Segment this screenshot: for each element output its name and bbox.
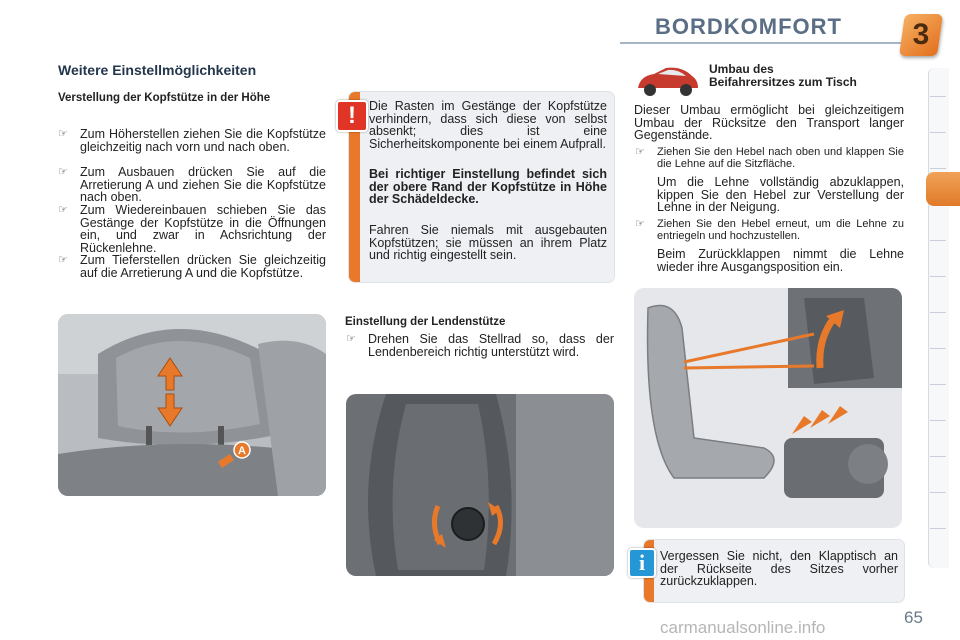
headrest-heading: Verstellung der Kopfstütze in der Höhe: [58, 92, 271, 104]
table-seat-note-1: Um die Lehne vollständig abzuklappen, kippen Sie den Hebel zur Verstellung der Lehne in der Neigung.: [657, 175, 904, 214]
car-icon-drawing: [632, 62, 702, 100]
table-seat-drawing: [634, 288, 902, 528]
tab-divider: [930, 456, 946, 457]
table-seat-illustration: [634, 288, 902, 528]
table-seat-heading-1: Umbau des: [709, 62, 774, 76]
warning-text-1: Die Rasten im Gestänge der Kopfstütze verhindern, dass sich diese von selbst absenkt; dies ist eine Sicherheitskomponente bei einem Aufprall.: [369, 99, 607, 151]
page-number: 65: [904, 608, 923, 627]
info-icon: i: [628, 548, 656, 578]
table-seat-heading-2: Beifahrersitzes zum Tisch: [709, 75, 857, 89]
lumbar-drawing: [346, 394, 614, 576]
headrest-drawing: [58, 314, 326, 496]
tab-divider: [930, 276, 946, 277]
section-title: Weitere Einstellmöglichkeiten: [58, 62, 257, 78]
bullet-icon: ☞: [346, 333, 356, 345]
tab-divider: [930, 132, 946, 133]
table-seat-note-2: Beim Zurückklappen nimmt die Lehne wieder ihre Ausgangsposition ein.: [657, 247, 904, 274]
bullet-icon: ☞: [58, 204, 68, 216]
tab-divider: [930, 348, 946, 349]
info-text: Vergessen Sie nicht, den Klapptisch an der Rückseite des Sitzes vorher zurückzuklappen.: [660, 549, 898, 588]
list-item: ☞ Ziehen Sie den Hebel erneut, um die Lehne zu entriegeln und hochzustellen.: [635, 218, 904, 242]
lumbar-illustration: [346, 394, 614, 576]
list-item: ☞ Zum Höherstellen ziehen Sie die Kopfstütze gleichzeitig nach vorn und nach oben.: [58, 127, 326, 154]
warning-text-2: Bei richtiger Einstellung befindet sich der obere Rand der Kopfstütze in Höhe der Schädeldecke.: [369, 167, 607, 206]
bullet-icon: ☞: [635, 218, 645, 230]
list-item: ☞ Zum Wiedereinbauen schieben Sie das Gestänge der Kopfstütze in die Öffnungen ein, und zwar in Achsrichtung der Rückenlehne.: [58, 203, 326, 255]
bullet-icon: ☞: [635, 146, 645, 158]
headrest-illustration: [58, 314, 326, 496]
tab-divider: [930, 420, 946, 421]
list-item: ☞ Drehen Sie das Stellrad so, dass der Lendenbereich richtig unterstützt wird.: [346, 332, 614, 359]
exclamation-icon: !: [336, 100, 368, 132]
tab-divider: [930, 384, 946, 385]
tab-divider: [930, 96, 946, 97]
chapter-number-badge: [899, 14, 943, 56]
watermark: carmanualsonline.info: [660, 618, 826, 637]
tab-divider: [930, 312, 946, 313]
car-silhouette-icon: [632, 62, 702, 100]
bullet-icon: ☞: [58, 128, 68, 140]
bullet-icon: ☞: [58, 254, 68, 266]
list-item: ☞ Zum Tieferstellen drücken Sie gleichzeitig auf die Arretierung A und die Kopfstütze.: [58, 253, 326, 280]
list-item: ☞ Ziehen Sie den Hebel nach oben und klappen Sie die Lehne auf die Sitzfläche.: [635, 146, 904, 170]
lumbar-heading: Einstellung der Lendenstütze: [345, 316, 506, 328]
table-seat-intro: Dieser Umbau ermöglicht bei gleichzeitigem Umbau der Rücksitze den Transport langer Gegenstände.: [634, 103, 904, 142]
chapter-number: 3: [912, 18, 930, 51]
tab-divider: [930, 528, 946, 529]
tab-divider: [930, 168, 946, 169]
chapter-tab-active[interactable]: [926, 172, 960, 206]
tab-divider: [930, 240, 946, 241]
tab-divider: [930, 492, 946, 493]
latch-label: A: [238, 445, 246, 457]
warning-text-3: Fahren Sie niemals mit ausgebauten Kopfstützen; sie müssen an ihrem Platz und richtig eingestellt sein.: [369, 223, 607, 262]
bullet-icon: ☞: [58, 166, 68, 178]
list-item: ☞ Zum Ausbauen drücken Sie auf die Arretierung A und ziehen Sie die Kopfstütze nach oben.: [58, 165, 326, 204]
chapter-tab-index: [928, 68, 949, 568]
chapter-title: BORDKOMFORT: [655, 14, 842, 39]
